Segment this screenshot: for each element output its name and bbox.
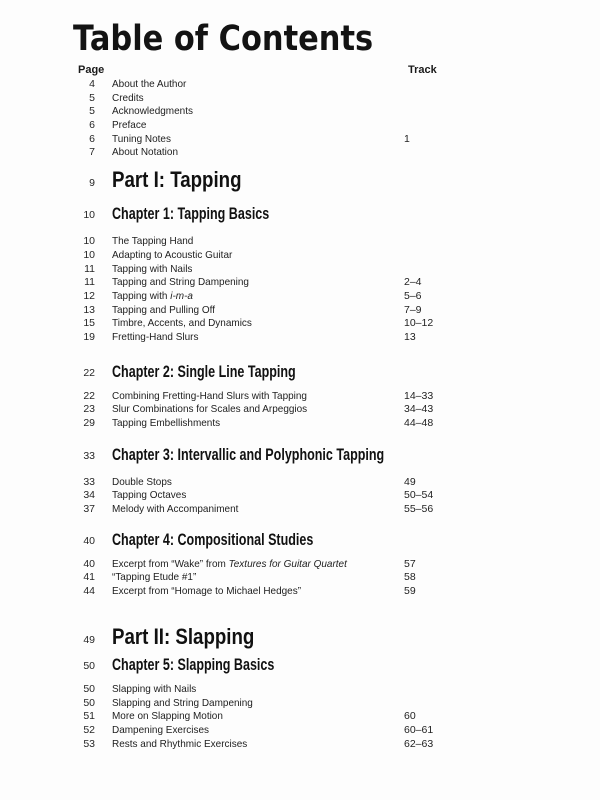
toc-entry-row: [0, 263, 600, 277]
title-text-segment: More on Slapping Motion: [112, 710, 223, 723]
page-number: 29: [83, 417, 95, 429]
toc-entry-row: [0, 235, 600, 249]
title-text-segment: Excerpt from “Homage to Michael Hedges”: [112, 585, 302, 598]
entry-title: [112, 146, 178, 160]
track-number: 57: [404, 557, 416, 570]
entry-title: [112, 331, 198, 345]
track-number: 55–56: [404, 503, 434, 516]
entry-title: [112, 697, 253, 711]
title-text-segment: Excerpt from “Wake” from: [112, 557, 229, 570]
title-text-segment: Timbre, Accents, and Dynamics: [112, 317, 252, 330]
page-title: Table of Contents: [73, 19, 374, 59]
track-number: 62–63: [404, 737, 434, 750]
toc-entry-row: [0, 304, 600, 318]
track-number: 2–4: [404, 276, 422, 289]
title-text-segment: Preface: [112, 119, 147, 132]
entry-title: [112, 119, 146, 133]
toc-entry-row: [0, 738, 600, 752]
track-number: 60–61: [404, 723, 434, 736]
chapter-title: [112, 656, 274, 674]
track-number: 60: [404, 710, 416, 723]
track-number: 44–48: [404, 417, 434, 429]
toc-body: [0, 78, 600, 751]
toc-entry-row: [0, 476, 600, 490]
toc-entry-row: [0, 403, 600, 417]
page-number: 22: [83, 366, 95, 379]
page-number: 52: [83, 723, 95, 736]
track-column-header: Track: [408, 64, 437, 76]
track-number: 49: [404, 475, 416, 488]
entry-title: [112, 503, 238, 517]
page-number: 5: [89, 105, 95, 118]
page-number: 11: [84, 262, 95, 275]
page-number: 44: [83, 585, 95, 598]
toc-entry-row: [0, 105, 600, 119]
chapter-heading-row: [0, 446, 600, 464]
toc-entry-row: [0, 724, 600, 738]
title-text-segment: Chapter 3: Intervallic and Polyphonic Tapping: [112, 445, 385, 464]
entry-title: [112, 476, 172, 490]
entry-title: [112, 683, 196, 697]
page-number: 22: [83, 389, 95, 402]
entry-title: [112, 558, 347, 572]
entry-title: [112, 571, 196, 585]
page-number: 40: [83, 534, 95, 547]
chapter-entries-section: [0, 235, 600, 345]
toc-entry-row: [0, 697, 600, 711]
page-number: 33: [83, 449, 95, 462]
track-number: 59: [404, 585, 416, 598]
title-text-segment: “Tapping Etude #1”: [112, 571, 197, 584]
toc-entry-row: [0, 710, 600, 724]
toc-entry-row: [0, 78, 600, 92]
title-text-segment: Tapping with: [112, 289, 171, 302]
entry-title: [112, 710, 223, 724]
page-number: 6: [89, 132, 95, 145]
toc-entry-row: [0, 683, 600, 697]
entry-title: [112, 585, 301, 599]
title-text-segment: Slapping with Nails: [112, 682, 197, 695]
page-number: 33: [83, 475, 95, 488]
page-number: 10: [83, 248, 95, 261]
title-text-segment: Chapter 4: Compositional Studies: [112, 530, 314, 549]
toc-entry-row: [0, 133, 600, 147]
entry-title: [112, 738, 247, 752]
page-number: 4: [89, 78, 95, 90]
page-number: 9: [89, 177, 95, 190]
entry-title: [112, 92, 144, 106]
title-text-segment: Fretting-Hand Slurs: [112, 330, 199, 343]
toc-entry-row: [0, 119, 600, 133]
title-italic-segment: i-m-a: [170, 289, 193, 302]
entry-title: [112, 417, 220, 431]
page-number: 11: [84, 276, 95, 289]
chapter-title: [112, 531, 313, 549]
title-text-segment: Tapping and String Dampening: [112, 276, 249, 289]
page-number: 23: [83, 403, 95, 416]
chapter-title: [112, 205, 269, 223]
title-text-segment: Part I: Tapping: [112, 167, 242, 193]
page-number: 50: [83, 696, 95, 709]
title-text-segment: Chapter 5: Slapping Basics: [112, 655, 275, 674]
title-text-segment: Chapter 1: Tapping Basics: [112, 205, 270, 224]
title-text-segment: Adapting to Acoustic Guitar: [112, 248, 233, 261]
entry-title: [112, 290, 193, 304]
title-text-segment: Slapping and String Dampening: [112, 696, 253, 709]
toc-entry-row: [0, 146, 600, 160]
page-number: 12: [83, 289, 95, 302]
toc-entry-row: [0, 331, 600, 345]
toc-entry-row: [0, 417, 600, 431]
title-text-segment: Tapping and Pulling Off: [112, 303, 215, 316]
title-text-segment: Tuning Notes: [112, 132, 171, 145]
title-text-segment: Rests and Rhythmic Exercises: [112, 737, 248, 750]
chapter-entries-section: [0, 683, 600, 751]
toc-entry-row: [0, 276, 600, 290]
entry-title: [112, 304, 215, 318]
entry-title: [112, 78, 186, 92]
title-text-segment: Slur Combinations for Scales and Arpeggios: [112, 403, 308, 416]
page-number: 5: [89, 91, 95, 104]
toc-entry-row: [0, 249, 600, 263]
entry-title: [112, 133, 171, 147]
chapter-entries-section: [0, 476, 600, 517]
toc-entry-row: [0, 92, 600, 106]
track-number: 13: [404, 330, 416, 343]
page-number: 53: [83, 737, 95, 750]
chapter-entries-section: [0, 558, 600, 599]
track-number: 14–33: [404, 389, 434, 402]
title-text-segment: Chapter 2: Single Line Tapping: [112, 362, 296, 381]
toc-entry-row: [0, 503, 600, 517]
track-number: 10–12: [404, 317, 434, 330]
column-headers: [0, 64, 600, 76]
part-title: [112, 625, 254, 649]
page-column-header: Page: [78, 64, 105, 76]
toc-entry-row: [0, 571, 600, 585]
page-number: 40: [83, 557, 95, 570]
page-number: 13: [83, 303, 95, 316]
track-number: 1: [404, 132, 410, 145]
entry-title: [112, 390, 307, 404]
title-text-segment: Tapping Octaves: [112, 489, 187, 502]
toc-entry-row: [0, 390, 600, 404]
entry-title: [112, 263, 192, 277]
front-matter-section: [0, 78, 600, 160]
chapter-title: [112, 446, 384, 464]
title-text-segment: Tapping Embellishments: [112, 417, 221, 429]
title-text-segment: Double Stops: [112, 475, 172, 488]
entry-title: [112, 276, 249, 290]
toc-entry-row: [0, 558, 600, 572]
track-number: 50–54: [404, 489, 434, 502]
part-heading-row: [0, 625, 600, 649]
track-number: 34–43: [404, 403, 434, 416]
title-text-segment: Acknowledgments: [112, 105, 193, 118]
toc-entry-row: [0, 290, 600, 304]
page-number: 34: [83, 489, 95, 502]
page-number: 19: [83, 330, 95, 343]
title-text-segment: Credits: [112, 91, 144, 104]
page-number: 50: [83, 682, 95, 695]
page-number: 50: [83, 659, 95, 672]
entry-title: [112, 403, 307, 417]
title-text-segment: Dampening Exercises: [112, 723, 210, 736]
chapter-heading-row: [0, 363, 600, 381]
entry-title: [112, 249, 232, 263]
title-text-segment: Part II: Slapping: [112, 623, 255, 649]
title-text-segment: About the Author: [112, 78, 187, 90]
entry-title: [112, 105, 193, 119]
page-number: 41: [83, 571, 95, 584]
page-number: 6: [89, 119, 95, 132]
title-text-segment: About Notation: [112, 146, 178, 159]
entry-title: [112, 724, 209, 738]
page-number: 49: [83, 633, 95, 646]
entry-title: [112, 235, 193, 249]
entry-title: [112, 489, 186, 503]
chapter-heading-row: [0, 205, 600, 223]
part-title: [112, 168, 242, 192]
title-italic-segment: Textures for Guitar Quartet: [228, 557, 347, 570]
track-number: 7–9: [404, 303, 422, 316]
track-number: 5–6: [404, 289, 422, 302]
title-text-segment: Tapping with Nails: [112, 262, 193, 275]
chapter-heading-row: [0, 656, 600, 674]
page-number: 10: [83, 209, 95, 222]
track-number: 58: [404, 571, 416, 584]
part-heading-row: [0, 168, 600, 192]
page-number: 10: [83, 235, 95, 248]
chapter-entries-section: [0, 390, 600, 431]
title-text-segment: Melody with Accompaniment: [112, 503, 239, 516]
page-number: 37: [83, 503, 95, 516]
page-number: 15: [83, 317, 95, 330]
title-text-segment: The Tapping Hand: [112, 235, 194, 248]
chapter-title: [112, 363, 296, 381]
entry-title: [112, 317, 252, 331]
title-text-segment: Combining Fretting-Hand Slurs with Tapping: [112, 389, 307, 402]
toc-entry-row: [0, 489, 600, 503]
toc-entry-row: [0, 585, 600, 599]
page-number: 51: [83, 710, 95, 723]
page-number: 7: [89, 146, 95, 159]
chapter-heading-row: [0, 531, 600, 549]
toc-entry-row: [0, 317, 600, 331]
